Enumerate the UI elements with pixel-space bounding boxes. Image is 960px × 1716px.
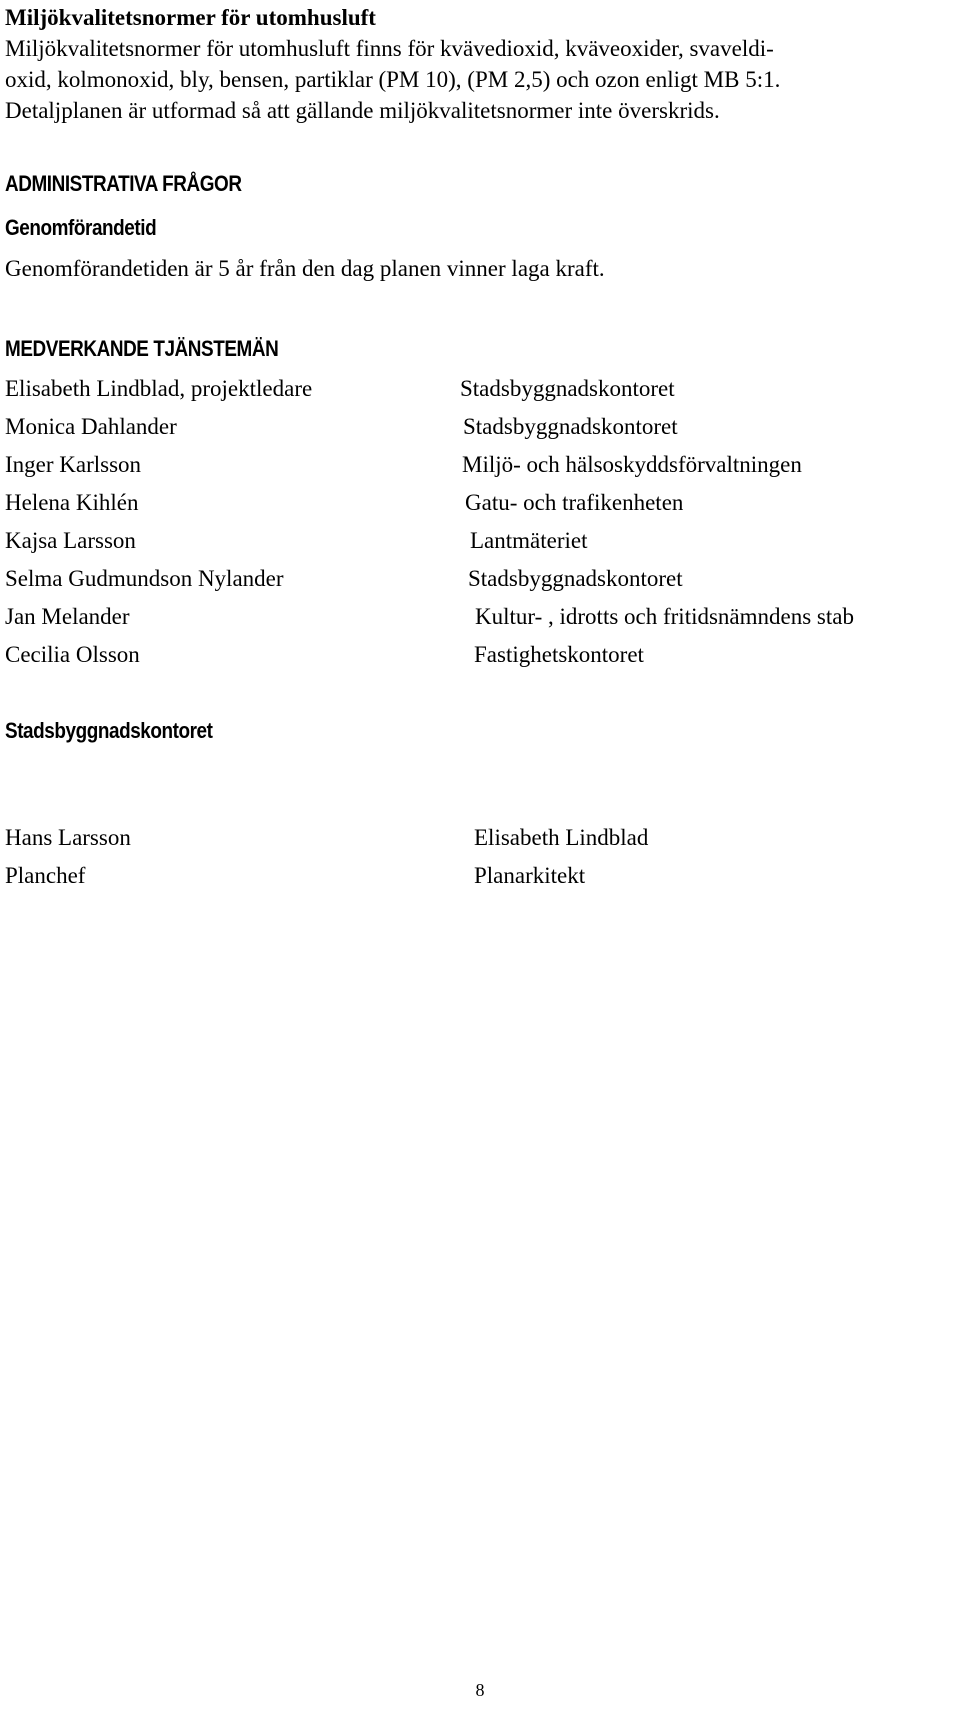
- staff-department: Stadsbyggnadskontoret: [468, 566, 683, 591]
- staff-department: Stadsbyggnadskontoret: [460, 376, 675, 401]
- staff-name: Selma Gudmundson Nylander: [5, 566, 284, 591]
- staff-name: Elisabeth Lindblad, projektledare: [5, 376, 313, 401]
- admin-heading: ADMINISTRATIVA FRÅGOR: [5, 171, 242, 196]
- staff-department: Gatu- och trafikenheten: [465, 490, 684, 515]
- admin-subheading: Genomförandetid: [5, 215, 157, 240]
- staff-heading: MEDVERKANDE TJÄNSTEMÄN: [5, 336, 279, 361]
- staff-department: Kultur- , idrotts och fritidsnämndens stab: [475, 604, 854, 629]
- signatory-left-name: Hans Larsson: [5, 825, 131, 850]
- signatory-right-title: Planarkitekt: [474, 863, 586, 888]
- air-quality-line-2: oxid, kolmonoxid, bly, bensen, partiklar (PM 10), (PM 2,5) och ozon enligt MB 5:1.: [5, 67, 781, 92]
- signatory-left-title: Planchef: [5, 863, 86, 888]
- staff-name: Helena Kihlén: [5, 490, 139, 515]
- staff-row: [5, 449, 955, 487]
- staff-name: Monica Dahlander: [5, 414, 177, 439]
- staff-name: Kajsa Larsson: [5, 528, 136, 553]
- staff-name: Jan Melander: [5, 604, 130, 629]
- staff-row: [5, 563, 955, 601]
- admin-text: Genomförandetiden är 5 år från den dag planen vinner laga kraft.: [5, 256, 605, 281]
- air-quality-heading: Miljökvalitetsnormer för utomhusluft: [5, 5, 376, 30]
- staff-row: [5, 525, 955, 563]
- staff-row: [5, 411, 955, 449]
- staff-department: Lantmäteriet: [470, 528, 588, 553]
- signatory-right-name: Elisabeth Lindblad: [474, 825, 649, 850]
- air-quality-line-3: Detaljplanen är utformad så att gällande miljökvalitetsnormer inte överskrids.: [5, 98, 720, 123]
- staff-row: [5, 487, 955, 525]
- staff-row: [5, 639, 955, 677]
- staff-department: Fastighetskontoret: [474, 642, 644, 667]
- staff-department: Miljö- och hälsoskyddsförvaltningen: [462, 452, 802, 477]
- staff-name: Inger Karlsson: [5, 452, 142, 477]
- staff-row: [5, 601, 955, 639]
- staff-name: Cecilia Olsson: [5, 642, 140, 667]
- staff-department: Stadsbyggnadskontoret: [463, 414, 678, 439]
- staff-row: [5, 373, 955, 411]
- page-number: 8: [475, 1680, 485, 1700]
- air-quality-line-1: Miljökvalitetsnormer för utomhusluft finns för kvävedioxid, kväveoxider, svaveldi-: [5, 36, 774, 61]
- office-heading: Stadsbyggnadskontoret: [5, 718, 213, 743]
